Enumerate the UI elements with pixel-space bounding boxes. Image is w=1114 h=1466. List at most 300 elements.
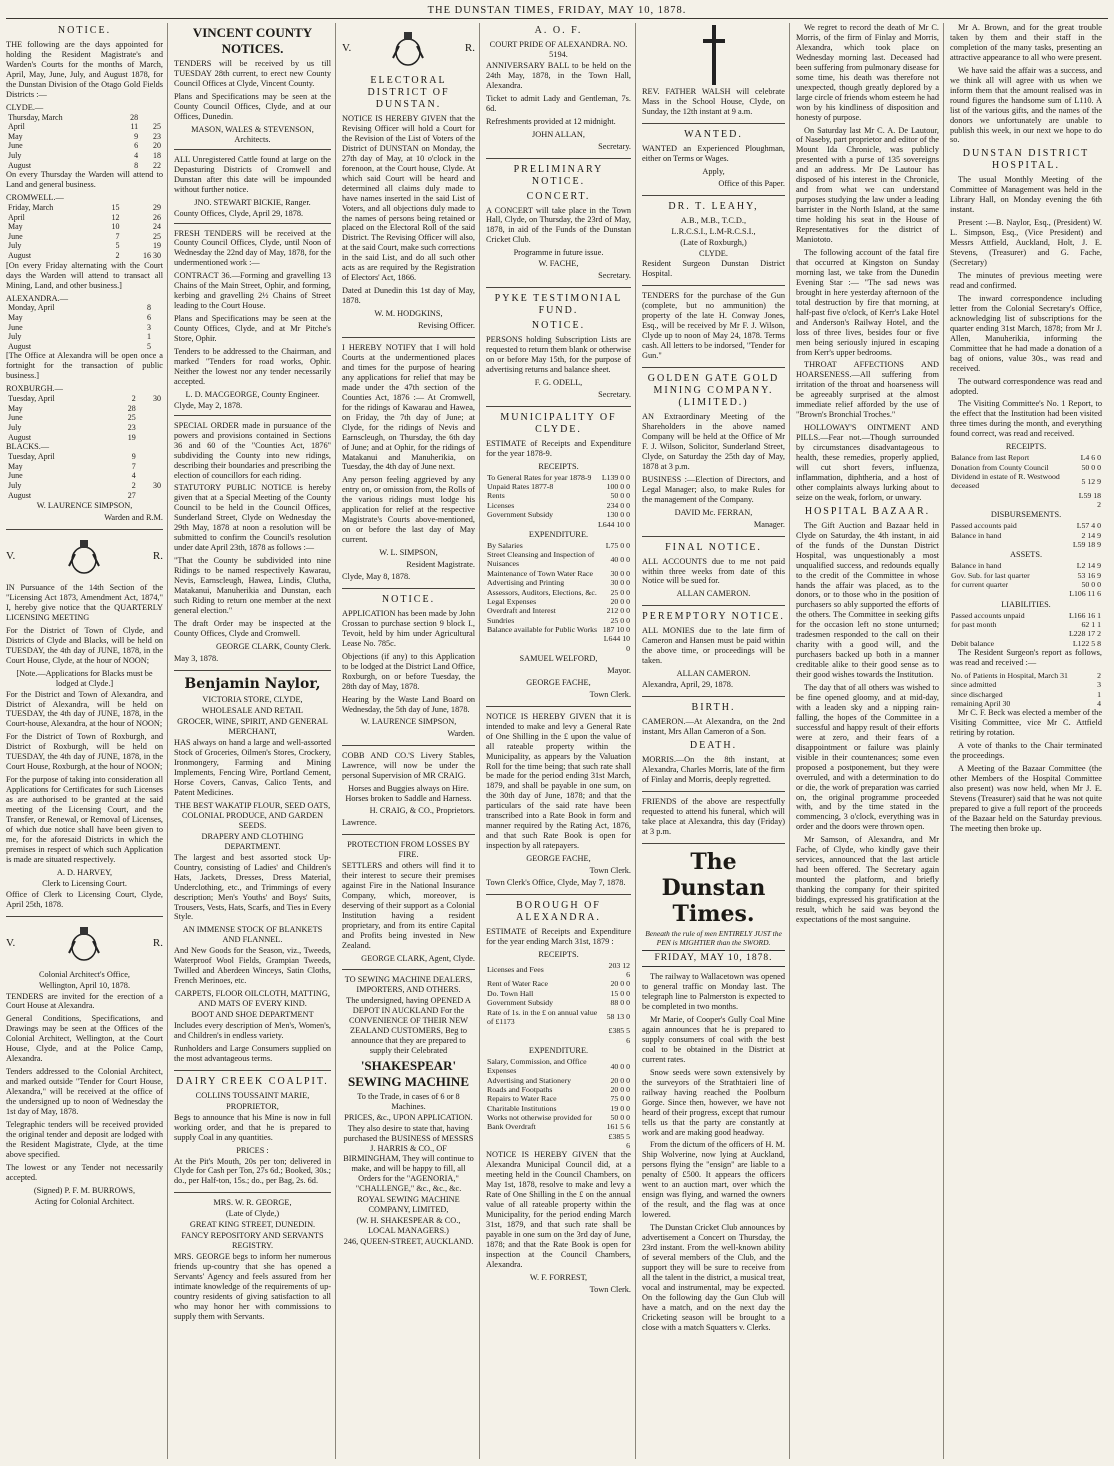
account-row-cell: Government Subsidy [487, 998, 554, 1008]
schedule-row-cell [140, 113, 163, 123]
account-row-cell: 20 0 0 [610, 979, 630, 989]
fire-text: SETTLERS and others will find it to their interest to secure their premises against Fire in the National Insurance Company, which, moreover, is deserving of their support as a Colonial Institution having a resident proprietary, and from its entire Capital and Profits being invested in New Zealand. [342, 860, 475, 950]
divider [342, 745, 475, 746]
contract-36: CONTRACT 36.—Forming and gravelling 13 Chains of the Main Street, Ophir, and forming, kerbing and gravelling 2½ Chains of Street leading to the Court House. [174, 271, 331, 311]
walsh-notice [642, 87, 785, 117]
account-row-cell: Advertising and Stationery [487, 1075, 572, 1085]
schedule-row-cell: Friday, March [8, 203, 54, 213]
draft-order: The draft Order may be inspected at the County Offices, Clyde and Cromwell. [174, 618, 331, 638]
tender-lowest: The lowest or any Tender not necessarily accepted. [6, 1162, 163, 1182]
account-row [486, 1026, 631, 1045]
rate-place: Town Clerk's Office, Clyde, May 7, 1878. [486, 877, 626, 887]
peremptory-notice [642, 611, 785, 690]
account-row [486, 1057, 631, 1076]
schedule-row-cell: July [8, 423, 22, 433]
account-row [950, 580, 1102, 589]
schedule-row [6, 161, 163, 171]
account-row-cell: Government Subsidy [487, 510, 554, 520]
schedule-row-cell: 16 30 [143, 251, 161, 261]
warden-signature: W. LAURENCE SIMPSON, [360, 717, 457, 727]
engineer-signature: L. D. MACGEORGE, County Engineer. [185, 389, 320, 399]
naylor-wholesale: WHOLESALE AND RETAIL [201, 706, 304, 716]
schedule-row-cell [138, 452, 163, 462]
account-row-cell: 187 10 0 [602, 624, 630, 634]
naylor-store: VICTORIA STORE, CLYDE, [202, 695, 303, 705]
account-row-cell: Salary, Commission, and Office Expenses [487, 1056, 587, 1076]
vincent-county-notices [174, 25, 331, 664]
schedule-row-cell: Monday, April [8, 303, 55, 313]
golden-heading: GOLDEN GATE GOLD MINING COMPANY. (LIMITED.) [647, 373, 780, 409]
divider [642, 195, 785, 196]
aof-heading: A. O. F. [534, 25, 583, 36]
account-row [486, 588, 631, 597]
crest-letter-v: V. [6, 550, 16, 563]
column-5 [642, 23, 790, 1459]
account-row-cell: 20 0 0 [610, 596, 630, 606]
divider [486, 894, 631, 895]
editorial-paragraph: The railway to Wallacetown was opened to general traffic on Monday last. The telegraph line to Palmerston is expected to be completed in two months. [642, 972, 785, 1012]
schedule-row-cell: 20 [153, 141, 161, 151]
schedule-row [6, 303, 163, 313]
account-row [486, 1132, 631, 1151]
dairy-prices-heading: PRICES : [236, 1145, 269, 1155]
licensing-purpose: For the purpose of taking into consideration all Applications for Certificates for such Licenses as are authorised to be granted at the said meeting of the Licensing Court, and the Transfer, or Renewal, or Removal of Licenses, of which due notice shall have been given to me, for the aforesaid Districts in which the premises in respect of which such Application is made are situated respectively. [6, 775, 163, 864]
schedule-row-cell: 30 [153, 394, 161, 404]
naylor-blankets: AN IMMENSE STOCK OF BLANKETS AND FLANNEL. [182, 925, 323, 945]
account-row [950, 531, 1102, 540]
fire-heading: PROTECTION FROM LOSSES BY FIRE. [347, 840, 470, 859]
aof-notice [486, 25, 631, 152]
account-row [486, 1085, 631, 1094]
hosp-receipts-table [950, 453, 1102, 509]
schedule-row-cell: 26 [153, 212, 161, 222]
birth-text: CAMERON.—At Alexandra, on the 2nd instant, Mrs Allan Cameron of a Son. [642, 717, 785, 737]
account-row-cell: £385 5 6 [608, 1026, 630, 1045]
bazaar-continued: Mr A. Brown, and for the great trouble taken by them and their staff in the completion of the many tasks, presenting an attractive appearance to all who were present. [950, 23, 1102, 62]
pyke-heading: PYKE TESTIMONIAL FUND. [494, 293, 623, 317]
leahy-town: CLYDE. [699, 248, 728, 258]
final-notice [642, 542, 785, 600]
schedule-row [6, 122, 163, 132]
patient-row [950, 671, 1102, 680]
naylor-flour: THE BEST WAKATIP FLOUR, SEED OATS, COLONIAL PRODUCE, AND GARDEN SEEDS. [174, 800, 331, 830]
schedule-row [6, 413, 163, 423]
contract-address: Tenders to be addressed to the Chairman, and marked "Tenders for road works, Ophir. Neither the lowest nor any tender necessarily accepted. [174, 347, 331, 386]
schedule-row-cell [138, 413, 163, 423]
schedule-row-cell: August [8, 341, 32, 351]
prelim-heading: PRELIMINARY NOTICE. [513, 163, 604, 187]
ball-refreshments: Refreshments provided at 12 midnight. [486, 116, 616, 126]
patient-row-cell: since admitted [951, 680, 997, 690]
golden-business: BUSINESS :—Election of Directors, and Legal Manager; also, to make Rules for the management of the Company. [642, 474, 785, 504]
account-row-cell: L139 0 0 [601, 472, 630, 482]
licensing-place: Office of Clerk to Licensing Court, Clyde, April 25th, 1878. [6, 889, 163, 909]
schedule-row-cell [153, 313, 163, 323]
sewing-depot: The undersigned, having OPENED A DEPOT IN AUCKLAND For the CONVENIENCE OF THEIR NEW ZEALAND CUSTOMERS, Beg to announce that they are prepared to supply their Celebrated [346, 996, 471, 1056]
patient-row [950, 690, 1102, 699]
schedule-row-cell: 2 [115, 251, 120, 261]
account-row-cell: Overdraft and Interest [487, 606, 556, 616]
alexandra-heading: ALEXANDRA.— [6, 293, 68, 303]
schedule-row-cell: 19 [127, 432, 136, 442]
schedule-row-cell: 24 [153, 222, 161, 232]
dairy-heading: DAIRY CREEK COALPIT. [176, 1075, 329, 1087]
account-row-cell: Charitable Institutions [487, 1103, 557, 1113]
news-paragraph: THROAT AFFECTIONS AND HOARSENESS.—All suffering from irritation of the throat and hoarseness will be agreeably surprised at the almost immediate relief afforded by the use of "Brown's Bronchial Troches." [796, 360, 939, 420]
schedule-row-cell: May [8, 403, 23, 413]
account-row-cell: Rents [487, 491, 505, 501]
account-row-cell: 130 0 0 [606, 510, 630, 520]
account-row-cell: Bank Overdraft [487, 1122, 536, 1132]
hosp-disb-table [950, 521, 1102, 549]
clyde-expend-table [486, 541, 631, 653]
account-row [486, 1076, 631, 1085]
pyke-notice [486, 293, 631, 400]
account-row [486, 1008, 631, 1027]
account-row-cell: Sundries [487, 615, 515, 625]
account-row [950, 571, 1102, 580]
schedule-row-cell: 9 [131, 452, 136, 462]
account-row-cell: Assessors, Auditors, Elections, &c. [487, 587, 597, 597]
account-row-cell: Maintenance of Town Water Race [487, 568, 593, 578]
expend-heading: EXPENDITURE. [528, 529, 589, 539]
ranger-signature: JNO. STEWART BICKIE, Ranger. [194, 197, 311, 207]
schedule-row-cell [138, 462, 163, 472]
patients-table [950, 671, 1102, 708]
sewing-machine-advert [342, 975, 475, 1246]
george-address: GREAT KING STREET, DUNEDIN. [189, 1220, 316, 1230]
george-name: MRS. W. R. GEORGE, [213, 1198, 292, 1208]
roxburgh-heading: ROXBURGH.— [6, 384, 63, 394]
crossan-objections: Objections (if any) to this Application to be lodged at the District Land Office, Roxburgh, on or before Tuesday, the 28th day of May, 1878. [342, 651, 475, 691]
schedule-row-cell: June [8, 231, 23, 241]
naylor-boots-text: Includes every description of Men's, Women's, and Children's in endless variety. [174, 1021, 331, 1040]
debit-label: Debit balance [951, 638, 995, 648]
schedule-row [6, 313, 163, 323]
schedule-row-cell: 8 [134, 160, 139, 170]
schedule-row [6, 423, 163, 433]
account-row [486, 597, 631, 606]
account-row [486, 541, 631, 550]
clark-agent-signature: GEORGE CLARK, Agent, Clyde. [361, 953, 475, 963]
schedule-row-cell: June [8, 141, 23, 151]
final-heading: FINAL NOTICE. [665, 541, 762, 553]
account-row-cell: 20 0 0 [610, 1084, 630, 1094]
schedule-row-cell: 5 [115, 241, 120, 251]
crest-letter-r: R. [152, 550, 163, 563]
concert-text: A CONCERT will take place in the Town Hall, Clyde, on Thursday, the 23rd of May, 1878, in aid of the Funds of the Dunstan Cricket Club. [486, 205, 631, 245]
golden-gate-notice [642, 373, 785, 529]
account-row-cell: L57 4 0 [1076, 521, 1101, 531]
sewing-harris: They also desire to state that, having purchased the BUSINESS of MESSRS J. HARRIS & CO., OF BIRMINGHAM, They will continue to make, and will be happy to fill, all Orders for the "AGENORIA," "CHALLENGE," &c., &c., &c. [343, 1124, 474, 1193]
schedule-row-cell: 28 [130, 112, 139, 122]
account-row [486, 491, 631, 500]
editorial-text [642, 972, 785, 1332]
divider [642, 367, 785, 368]
schedule-row-cell: 6 [146, 313, 151, 323]
account-row-cell: 53 16 9 [1077, 570, 1101, 580]
clyde-rate-notice [486, 712, 631, 888]
crossan-text: APPLICATION has been made by John Crossan to purchase section 9 block I., Tevoit, held by him under Agricultural Lease No. 785c. [342, 608, 475, 648]
hosp-disb-heading: DISBURSEMENTS. [990, 510, 1062, 520]
rate-text: NOTICE IS HEREBY GIVEN that it is intended to make and levy a General Rate of One Shilling in the £ upon the value of all rateable property within the Municipality, as appears by the Valuation Roll for the time being; that such rate shall be made for the period ending 31st March, 1879, and shall be payable in one sum, on the 30th day of June, 1878; and that the particulars of the said rate have been transcribed into a Rate Book in form and manner required by the Rating Act, 1876, and that such Rate Book is open for inspection by all ratepayers. [486, 711, 631, 851]
account-row-cell [950, 491, 1074, 510]
alexandra-receipts-table [486, 961, 631, 1045]
divider [174, 1070, 331, 1071]
account-row-cell: 203 12 6 [608, 960, 630, 980]
account-row-cell: 62 1 1 [1081, 619, 1101, 629]
divider [342, 969, 475, 970]
receipts-heading: RECEIPTS. [538, 461, 579, 471]
account-row-cell: 25 0 0 [610, 587, 630, 597]
naylor-runholders: Runholders and Large Consumers supplied on the most advantageous terms. [174, 1043, 331, 1063]
perempt-text: ALL MONIES due to the late firm of Cameron and Hansen must be paid within the above time, or proceedings will be taken. [642, 626, 785, 666]
blacks-schedule [6, 452, 163, 500]
clyde-estimate [486, 412, 631, 700]
schedule-row-cell: 10 [111, 222, 120, 232]
wanted-apply: Apply, [702, 166, 725, 176]
news-paragraph: On Saturday last Mr C. A. De Lautour, of Naseby, part proprietor and editor of the Mount Ida Chronicle, was publicly presented with a purse of 135 sovereigns and an address. Mr De Lautour has disposed of his interest in the Chronicle, and from what we can understand purposes studying the law under a leading barrister in the North Island, at the same time holding his seat in the House of Representatives for the district of Maniototo. [796, 125, 939, 245]
schedule-row [6, 251, 163, 261]
royal-crest [6, 535, 163, 579]
hospital-visiting: The Visiting Committee's No. 1 Report, to the effect that the Institution had been visited three times during the month, and everything found correct, was read and received. [950, 399, 1102, 439]
editorial-paragraph: From the dictum of the officers of H. M. Ship Wolverine, now lying at Auckland, persons flying the "ensign" are liable to a penalty of £500. It appears the officers went to an auction mart, over which the ensign was flying, and warned the owners of the result, and the flag was at once lowered. [642, 1140, 785, 1220]
account-row [950, 561, 1102, 570]
licensing-clyde: For the District of Town of Clyde, and Districts of Clyde and Blacks, will be held on TUESDAY, the 4th day of JUNE, 1878, in the Court House, Clyde, at the hour of NOON; [6, 625, 163, 665]
notice-text: THE following are the days appointed for holding the Resident Magistrate's and Warden's Courts for the months of March, April, May, June, July, and August 1878, for the Dunstan Division of the Otago Gold Fields Districts :— [6, 40, 163, 99]
account-row [486, 1104, 631, 1113]
account-row [486, 961, 631, 980]
schedule-row-cell: Thursday, March [8, 112, 63, 122]
account-row-cell: 40 0 0 [610, 554, 630, 564]
borough-heading: BOROUGH OF ALEXANDRA. [516, 899, 601, 923]
schedule-row-cell: 3 [146, 322, 151, 332]
schedule-row [6, 433, 163, 443]
account-row-cell [486, 1132, 604, 1151]
courthouse-tender-notice [6, 970, 163, 1207]
schedule-row-cell [138, 433, 163, 443]
wanted-heading: WANTED. [684, 128, 743, 140]
naylor-trade: GROCER, WINE, SPIRIT, AND GENERAL MERCHANT, [177, 717, 328, 737]
hosp-receipts-heading: RECEIPTS. [1005, 442, 1047, 452]
schedule-row-cell [138, 404, 163, 414]
roxburgh-schedule [6, 394, 163, 442]
account-row [486, 979, 631, 988]
divider [174, 415, 331, 416]
licensing-roxburgh: For the District of Town of Roxburgh, and District of Roxburgh, will be held on TUESDAY, the 4th day of JUNE, 1878, in the Court House, Roxburgh, at the hour of NOON; [6, 732, 163, 772]
electoral-notice [342, 75, 475, 331]
account-row [486, 569, 631, 578]
coat-of-arms-icon [63, 923, 105, 965]
licensing-intro: IN Pursuance of the 14th Section of the "Licensing Act 1873, Amendment Act, 1874," I, hereby give notice that the QUARTERLY LICENSING MEETING [6, 583, 163, 622]
death-heading: DEATH. [689, 739, 738, 751]
shakespear-managers: (W. H. SHAKESPEAR & CO., LOCAL MANAGERS.) [356, 1215, 461, 1235]
divider [342, 834, 475, 835]
account-row-cell [950, 589, 1057, 598]
schedule-row-cell: 30 [153, 480, 161, 490]
sewing-trade: To the Trade, in cases of 6 or 8 Machines. [357, 1092, 460, 1112]
account-row-cell: L166 16 1 [1068, 610, 1101, 620]
account-row [486, 482, 631, 491]
account-row [486, 510, 631, 519]
notice-title: NOTICE. [57, 25, 112, 36]
divider [6, 529, 163, 530]
account-row [950, 611, 1102, 620]
b-receipts-heading: RECEIPTS. [538, 949, 579, 959]
divider [486, 158, 631, 159]
craig-signature: H. CRAIG, & CO., Proprietors. [369, 806, 475, 816]
dairy-creek-advert [174, 1076, 331, 1187]
schedule-row-cell [153, 303, 163, 313]
column-1 [6, 23, 168, 1459]
walsh-text: REV. FATHER WALSH will celebrate Mass in the School House, Clyde, on Sunday, the 12th instant at 9 a.m. [642, 87, 785, 116]
leahy-position: Resident Surgeon Dunstan District Hospital. [642, 259, 785, 279]
leahy-heading: DR. T. LEAHY, [668, 200, 759, 212]
account-row-cell: 40 0 0 [610, 1061, 630, 1071]
schedule-row-cell: 9 [134, 131, 139, 141]
hosp-liab-table [950, 611, 1102, 639]
account-row-cell: 5 12 9 [1081, 476, 1101, 486]
schedule-row-cell: 19 [153, 241, 161, 251]
account-row-cell: 50 0 0 [610, 491, 630, 501]
schedule-row-cell [138, 491, 163, 501]
coat-of-arms-icon [63, 536, 105, 578]
schedule-row-cell: 23 [153, 131, 161, 141]
courts-place: Clyde, May 8, 1878. [342, 571, 411, 581]
schedule-row-cell: 18 [153, 151, 161, 161]
licensing-alexandra: For the District and Town of Alexandra, and District of Alexandra, will be held on TUESDAY, the 4th day of JUNE, 1878, in the Court-house, Alexandra, at the hour of NOON; [6, 689, 163, 729]
bazaar-committee: A Meeting of the Bazaar Committee (the other Members of the Hospital Committee also present) was now held, when Mr J. E. Stevens (Treasurer) said that he was not quite prepared to give a full report of the proceeds of the Bazaar held on the Saturday previous. The meeting then broke up. [950, 763, 1102, 833]
odell-signature: F. G. ODELL, [534, 378, 583, 388]
george-text: MRS. GEORGE begs to inform her numerous friends up-country that she has opened a Servants' Agency and feels assured from her intimate knowledge of the requirements of up-country residents of giving satisfaction to all who may honor her with commissions to supply them with Servants. [174, 1252, 331, 1321]
editorial-dateline: FRIDAY, MAY 10, 1878. [642, 950, 785, 967]
contract-plans: Plans and Specifications may be seen at the County Offices, Clyde, and at Mr Pitche's Store, Ophir. [174, 314, 331, 344]
account-row-cell: 50 0 0 [1081, 462, 1101, 472]
account-row-cell: 58 13 0 [606, 1012, 630, 1022]
account-row-cell: Donation from County Council [951, 462, 1049, 472]
dairy-prices: At the Pit's Mouth, 20s per ton; delivered in Clyde for Cash per Ton, 27s 6d.; Booked, 30s.; do., per Half-ton, 15s.; do., per Bag, 2s. 6d. [174, 1156, 331, 1186]
page-masthead: THE DUNSTAN TIMES, FRIDAY, MAY 10, 1878. [6, 4, 1108, 19]
naylor-drapery-text: The largest and best assorted stock Up-Country, consisting of Ladies' and Children's Hats, Jackets, Dresses, Dress Material, Underclothing, etc., and Trimmings of every description; Men's Youths' and Boys' Suits, Trousers, Vests, Hats, Scarfs, and Ties in Every Style. [174, 852, 331, 922]
account-row-cell: Do. Town Hall [487, 988, 534, 998]
account-row [486, 578, 631, 587]
beck-elected: Mr C. F. Beck was elected a member of the Visiting Committee, vice Mr C. Attfield retiring by rotation. [950, 708, 1102, 738]
schedule-row-cell [153, 342, 163, 352]
rate-title: Town Clerk. [589, 866, 631, 876]
order-place: May 3, 1878. [174, 653, 219, 663]
account-row-cell: L59 18 2 [1078, 490, 1101, 509]
divider [642, 285, 785, 286]
cameron-signature: ALLAN CAMERON. [676, 589, 751, 599]
hospital-outward: The outward correspondence was read and adopted. [950, 376, 1102, 396]
account-row-cell: 30 0 0 [610, 568, 630, 578]
cross-icon [703, 25, 725, 85]
bazaar-heading: HOSPITAL BAZAAR. [804, 505, 931, 517]
patient-row-cell: 3 [1097, 680, 1101, 690]
alexandra-schedule [6, 303, 163, 351]
account-row-cell: L106 11 6 [1069, 589, 1101, 599]
wanted-notice [642, 129, 785, 189]
allan-signature: JOHN ALLAN, [531, 129, 585, 139]
alexandra-estimate [486, 900, 631, 1295]
schedule-row-cell: July [8, 332, 22, 342]
schedule-row-cell: August [8, 160, 32, 170]
account-row-cell: By Salaries [487, 540, 523, 550]
account-row-cell: 15 0 0 [610, 988, 630, 998]
blacks-heading: BLACKS.— [6, 442, 50, 452]
account-row [950, 453, 1102, 462]
electoral-text: NOTICE IS HEREBY GIVEN that the Revising Officer will hold a Court for the Revision of the List of Voters of the District of DUNSTAN on Monday, the 27th day of May, at 10 o'clock in the forenoon, at the Court house, Clyde. At which said Court will be heard and determined all claims duly made to have names inserted in the said List of Voters, and all objections duly made to the names of persons being retained or placed on the Electoral Roll of the said District. The Revising Officer will also, at the said Court, make such corrections in the said List, and do all such other acts as are required by the Registration of Electors' Act, 1866. [342, 114, 475, 283]
account-row-cell: L228 17 2 [1068, 629, 1101, 639]
schedule-row-cell: July [8, 151, 22, 161]
schedule-row-cell: 5 [146, 341, 151, 351]
coat-of-arms-icon [387, 28, 429, 70]
hospital-report [950, 148, 1102, 833]
editorial-paragraph: The Dunstan Cricket Club announces by advertisement a Concert on Thursday, the 23rd instant. From the well-known ability of several members of the Club, and the support they will be sure to receive from all the talent in the district, a musical treat, vocal and instrumental, may be expected. On the following day the Gun Club will have a match, and on the next day the Cricketing season will be brought to a close with a match Squatters v. Clerks. [642, 1223, 785, 1332]
cobb-place: Lawrence. [342, 818, 377, 828]
account-row-cell: Passed accounts paid [951, 521, 1017, 531]
account-row-cell: 2 14 9 [1081, 530, 1101, 540]
mcferran-signature: DAVID Mc. FERRAN, [674, 507, 753, 517]
fache-clerk-title: Town Clerk. [589, 689, 631, 699]
forrest-title: Town Clerk. [589, 1284, 631, 1294]
schedule-row [6, 151, 163, 161]
divider [174, 1192, 331, 1193]
b-expend-heading: EXPENDITURE. [528, 1045, 589, 1055]
odell-title: Secretary. [598, 389, 631, 399]
account-row [486, 1122, 631, 1131]
schedule-row [6, 323, 163, 333]
fache-signature: W. FACHE, [538, 259, 579, 269]
hosp-assets-heading: ASSETS. [1009, 550, 1043, 560]
fire-insurance-advert [342, 840, 475, 963]
schedule-row-cell: July [8, 241, 22, 251]
leahy-late: (Late of Roxburgh,) [680, 237, 747, 247]
schedule-row-cell: August [8, 432, 32, 442]
divider [486, 706, 631, 707]
simpson-title: Resident Magistrate. [406, 560, 475, 570]
perempt-place: Alexandra, April, 29, 1878. [642, 680, 734, 690]
account-row-cell: for current quarter [951, 579, 1009, 589]
mcferran-title: Manager. [753, 519, 785, 529]
schedule-row-cell: July [8, 480, 22, 490]
schedule-row-cell: 28 [127, 403, 136, 413]
account-row-cell: Legal Expenses [487, 596, 537, 606]
burrows-signature: (Signed) P. F. M. BURROWS, [33, 1185, 136, 1195]
welford-signature: SAMUEL WELFORD, [519, 653, 598, 663]
account-row-cell: L644 10 0 [597, 519, 630, 529]
account-row-cell: 161 5 6 [606, 1122, 630, 1132]
birth-heading: BIRTH. [691, 702, 736, 714]
account-row-cell: Licenses [487, 500, 515, 510]
death-text: MORRIS.—On the 8th instant, at Alexandra, Charles Morris, late of the firm of Finlay and Morris, deeply regretted. [642, 754, 785, 784]
paper-title: The Dunstan Times. [661, 848, 766, 928]
tender-conditions: General Conditions, Specifications, and Drawings may be seen at the Offices of the Colonial Architect, Wellington, at the Court House, Clyde, and at the Police Camp, Alexandra. [6, 1014, 163, 1064]
warden-title: Warden and R.M. [104, 513, 163, 523]
schedule-row [6, 232, 163, 242]
naylor-drapery: DRAPERY AND CLOTHING DEPARTMENT. [201, 831, 304, 851]
account-row-cell: Unpaid Rates 1877-8 [487, 482, 554, 492]
alexandra-note: [The Office at Alexandra will be open once a fortnight for the transaction of public business.] [6, 351, 163, 381]
schedule-row-cell: 8 [146, 303, 151, 313]
account-row-cell: Licenses and Fees [487, 965, 544, 975]
account-row-cell: L75 0 0 [605, 540, 630, 550]
naylor-name: Benjamin Naylor, [184, 675, 321, 692]
court-pride-heading: COURT PRIDE OF ALEXANDRA. NO. 5194. [489, 40, 628, 59]
crest-letter-r: R. [152, 937, 163, 949]
schedule-row [6, 332, 163, 342]
tender-text: TENDERS are invited for the erection of a Court House at Alexandra. [6, 991, 163, 1011]
